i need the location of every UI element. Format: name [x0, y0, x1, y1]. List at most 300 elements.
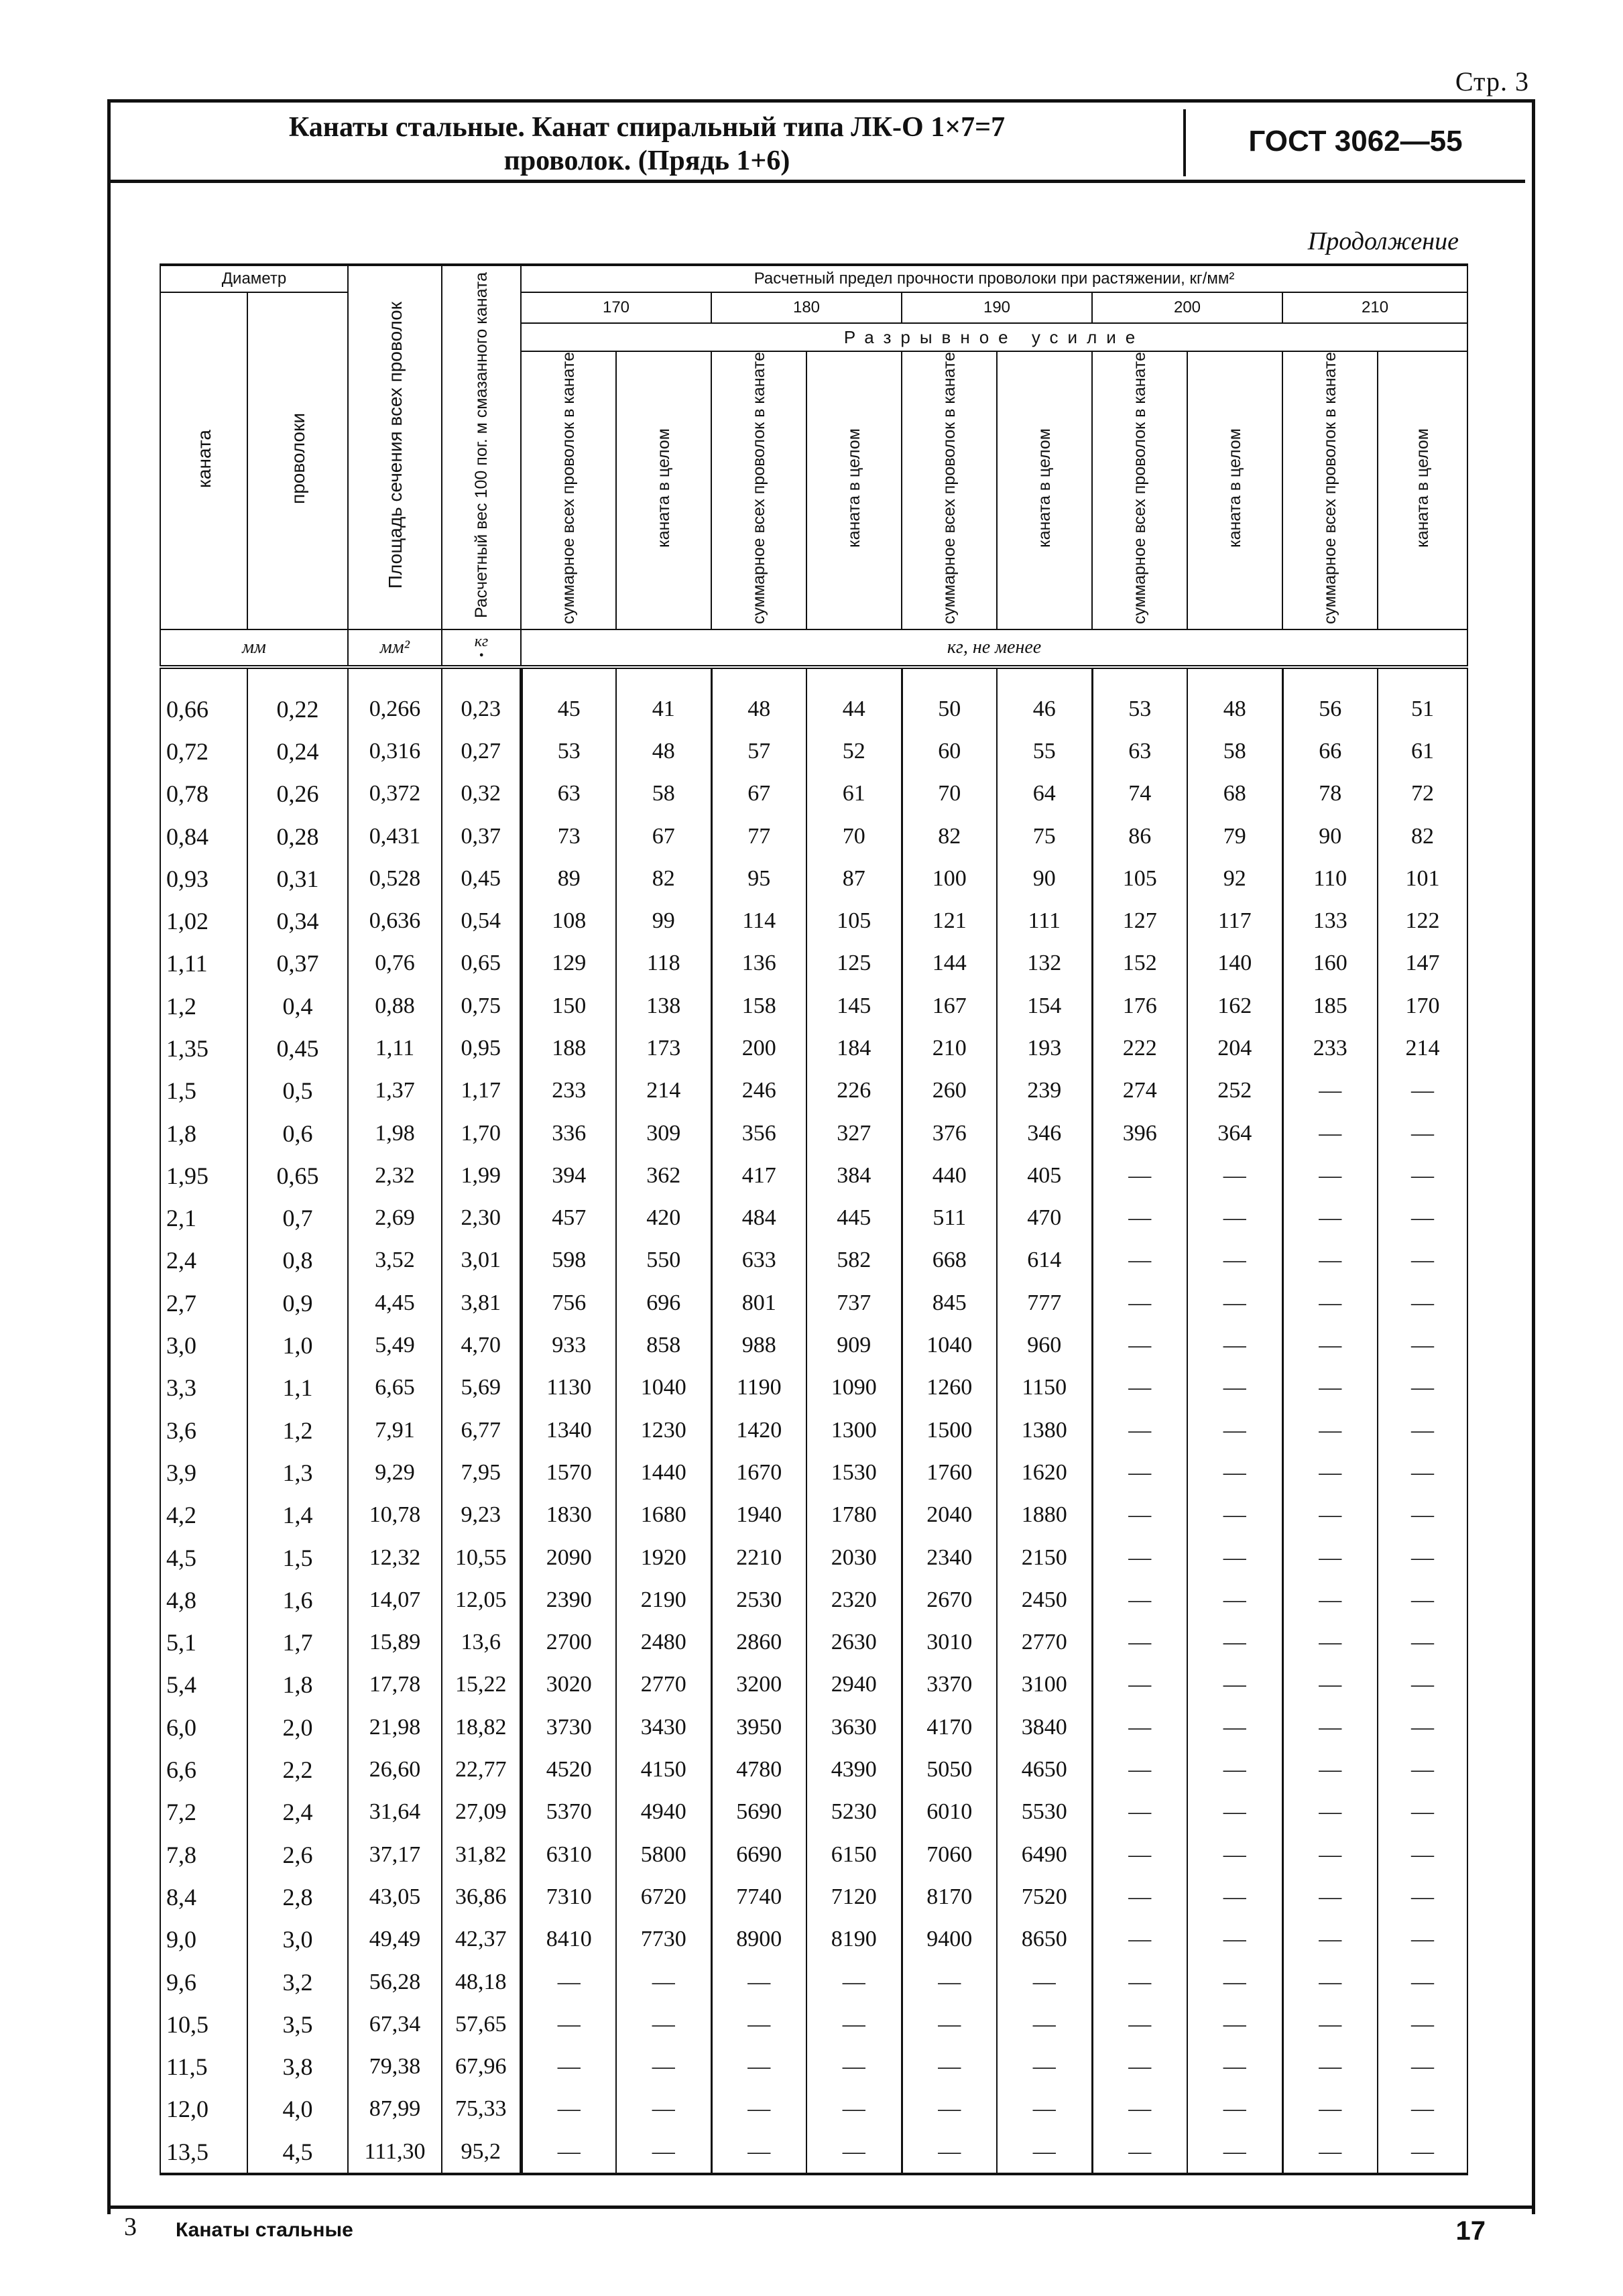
- table-cell: 4150: [616, 1748, 711, 1791]
- table-cell: 668: [902, 1240, 997, 1282]
- table-cell: 7730: [616, 1919, 711, 1961]
- table-cell: 9,6: [160, 1961, 247, 2003]
- table-cell: 56: [1282, 688, 1378, 730]
- sum-header: суммарное всех проволок в канате: [711, 351, 806, 629]
- table-cell: 77: [711, 815, 806, 857]
- table-cell: 4940: [616, 1791, 711, 1833]
- table-cell: 2770: [997, 1622, 1092, 1664]
- table-cell: 394: [521, 1154, 616, 1197]
- table-cell: —: [1092, 1367, 1187, 1409]
- table-cell: 4,45: [348, 1282, 442, 1324]
- table-row: [160, 1748, 1467, 1791]
- table-cell: 79,38: [348, 2045, 442, 2088]
- table-cell: 122: [1378, 900, 1467, 942]
- table-cell: 0,65: [247, 1154, 348, 1197]
- table-cell: 144: [902, 943, 997, 985]
- table-cell: 3,8: [247, 2045, 348, 2088]
- page-label: Стр. 3: [1455, 66, 1529, 97]
- table-cell: —: [1378, 1961, 1467, 2003]
- table-cell: 1260: [902, 1367, 997, 1409]
- table-cell: 4,8: [160, 1579, 247, 1621]
- table-cell: 1,2: [247, 1409, 348, 1451]
- sum-header: суммарное всех проволок в канате: [521, 351, 616, 629]
- table-cell: 48: [1187, 688, 1282, 730]
- table-cell: 0,45: [247, 1027, 348, 1069]
- table-cell: —: [1282, 1622, 1378, 1664]
- table-cell: 1040: [616, 1367, 711, 1409]
- table-cell: 100: [902, 857, 997, 900]
- table-row: [160, 857, 1467, 900]
- table-cell: —: [1092, 1197, 1187, 1240]
- table-cell: —: [1092, 1579, 1187, 1621]
- table-cell: 68: [1187, 773, 1282, 815]
- table-row: [160, 900, 1467, 942]
- table-cell: —: [1187, 2003, 1282, 2045]
- table-cell: 214: [616, 1070, 711, 1112]
- table-cell: —: [521, 2130, 616, 2174]
- table-cell: 1420: [711, 1409, 806, 1451]
- footer-left-number: 3: [124, 2213, 137, 2241]
- table-cell: —: [1282, 1748, 1378, 1791]
- table-cell: —: [1282, 1494, 1378, 1536]
- table-cell: 61: [806, 773, 902, 815]
- table-cell: —: [1282, 2088, 1378, 2130]
- table-cell: 0,27: [442, 730, 521, 772]
- table-cell: 78: [1282, 773, 1378, 815]
- table-cell: —: [1187, 1791, 1282, 1833]
- table-cell: 633: [711, 1240, 806, 1282]
- wire-diameter-header: проволоки: [247, 292, 348, 629]
- table-cell: 2090: [521, 1536, 616, 1579]
- table-cell: 10,55: [442, 1536, 521, 1579]
- sum-header: суммарное всех проволок в канате: [1282, 351, 1378, 629]
- table-cell: 1,11: [160, 943, 247, 985]
- table-cell: 8,4: [160, 1876, 247, 1918]
- table-cell: 1,0: [247, 1324, 348, 1366]
- table-cell: 0,6: [247, 1112, 348, 1154]
- table-cell: 1,8: [247, 1664, 348, 1706]
- table-cell: 2,8: [247, 1876, 348, 1918]
- table-cell: 3,9: [160, 1451, 247, 1494]
- table-cell: 1440: [616, 1451, 711, 1494]
- table-cell: 57: [711, 730, 806, 772]
- table-row: [160, 1791, 1467, 1833]
- table-cell: 36,86: [442, 1876, 521, 1918]
- table-cell: 3,81: [442, 1282, 521, 1324]
- unit-force: кг, не менее: [521, 629, 1467, 667]
- table-cell: 1,70: [442, 1112, 521, 1154]
- table-cell: 0,372: [348, 773, 442, 815]
- table-cell: 3950: [711, 1706, 806, 1748]
- table-cell: —: [1378, 2130, 1467, 2174]
- table-cell: 0,528: [348, 857, 442, 900]
- table-cell: —: [1092, 1833, 1187, 1876]
- table-cell: 31,82: [442, 1833, 521, 1876]
- table-cell: —: [1378, 1791, 1467, 1833]
- table-cell: 1,2: [160, 985, 247, 1027]
- table-row: [160, 1154, 1467, 1197]
- sum-header: суммарное всех проволок в канате: [902, 351, 997, 629]
- table-cell: —: [1092, 1622, 1187, 1664]
- table-cell: 44: [806, 688, 902, 730]
- area-header: [348, 265, 442, 629]
- table-cell: —: [1282, 1112, 1378, 1154]
- table-cell: 598: [521, 1240, 616, 1282]
- table-cell: —: [616, 2088, 711, 2130]
- table-cell: —: [1092, 1154, 1187, 1197]
- weight-header-text: Расчетный вес 100 пог. м смазанного каната: [471, 272, 491, 618]
- table-cell: 1,3: [247, 1451, 348, 1494]
- table-cell: 1190: [711, 1367, 806, 1409]
- table-cell: 145: [806, 985, 902, 1027]
- table-cell: 56,28: [348, 1961, 442, 2003]
- table-cell: 6690: [711, 1833, 806, 1876]
- table-cell: 170: [1378, 985, 1467, 1027]
- table-cell: 73: [521, 815, 616, 857]
- table-cell: —: [711, 2045, 806, 2088]
- table-cell: 57,65: [442, 2003, 521, 2045]
- spacer-row: [160, 667, 1467, 688]
- table-cell: 2670: [902, 1579, 997, 1621]
- table-cell: 66: [1282, 730, 1378, 772]
- table-cell: 1130: [521, 1367, 616, 1409]
- table-cell: —: [1092, 1919, 1187, 1961]
- table-cell: 70: [902, 773, 997, 815]
- table-cell: —: [1187, 1154, 1282, 1197]
- table-cell: —: [1378, 1282, 1467, 1324]
- table-cell: 5,49: [348, 1324, 442, 1366]
- strength-200: 200: [1092, 292, 1282, 323]
- table-cell: 1,02: [160, 900, 247, 942]
- table-cell: 3,6: [160, 1409, 247, 1451]
- table-cell: 4,5: [247, 2130, 348, 2174]
- table-cell: 0,636: [348, 900, 442, 942]
- table-cell: 0,84: [160, 815, 247, 857]
- document-title: [111, 111, 1183, 178]
- table-cell: 152: [1092, 943, 1187, 985]
- table-cell: —: [1282, 1664, 1378, 1706]
- table-cell: 1570: [521, 1451, 616, 1494]
- table-cell: 67,34: [348, 2003, 442, 2045]
- table-cell: —: [1092, 1282, 1187, 1324]
- table-cell: 2700: [521, 1622, 616, 1664]
- table-cell: —: [1282, 1579, 1378, 1621]
- table-cell: —: [1282, 1961, 1378, 2003]
- table-cell: —: [806, 2088, 902, 2130]
- table-row: [160, 1240, 1467, 1282]
- table-cell: —: [1187, 1494, 1282, 1536]
- table-cell: —: [1282, 1324, 1378, 1366]
- table-cell: 162: [1187, 985, 1282, 1027]
- table-cell: 7060: [902, 1833, 997, 1876]
- sum-header: суммарное всех проволок в канате: [1092, 351, 1187, 629]
- gost-number: ГОСТ 3062—55: [1248, 125, 1463, 158]
- table-cell: 3,52: [348, 1240, 442, 1282]
- table-cell: 1,4: [247, 1494, 348, 1536]
- table-row: [160, 2045, 1467, 2088]
- table-cell: 53: [1092, 688, 1187, 730]
- table-cell: 1,8: [160, 1112, 247, 1154]
- table-cell: 1,5: [160, 1070, 247, 1112]
- title-line-1: Канаты стальные. Канат спиральный типа ЛК-О 1×7=7: [288, 112, 1006, 143]
- table-cell: 154: [997, 985, 1092, 1027]
- table-cell: 239: [997, 1070, 1092, 1112]
- table-cell: —: [1187, 1706, 1282, 1748]
- table-cell: —: [1092, 1536, 1187, 1579]
- table-cell: 1150: [997, 1367, 1092, 1409]
- table-cell: 2,7: [160, 1282, 247, 1324]
- table-cell: 696: [616, 1282, 711, 1324]
- table-cell: —: [1378, 2045, 1467, 2088]
- table-cell: 15,89: [348, 1622, 442, 1664]
- table-cell: 75,33: [442, 2088, 521, 2130]
- table-cell: 138: [616, 985, 711, 1027]
- table-cell: —: [1282, 1876, 1378, 1918]
- table-cell: 777: [997, 1282, 1092, 1324]
- table-cell: 6,77: [442, 1409, 521, 1451]
- table-cell: 0,316: [348, 730, 442, 772]
- table-row: [160, 1706, 1467, 1748]
- table-row: [160, 688, 1467, 730]
- table-row: [160, 1664, 1467, 1706]
- table-cell: —: [1378, 1494, 1467, 1536]
- table-cell: —: [1378, 1748, 1467, 1791]
- table-cell: 150: [521, 985, 616, 1027]
- table-cell: —: [1282, 1070, 1378, 1112]
- table-cell: 133: [1282, 900, 1378, 942]
- table-cell: —: [1092, 2003, 1187, 2045]
- table-cell: 0,65: [442, 943, 521, 985]
- table-cell: 0,24: [247, 730, 348, 772]
- table-cell: 5050: [902, 1748, 997, 1791]
- spacer-cell: [1378, 667, 1467, 688]
- table-cell: 2630: [806, 1622, 902, 1664]
- table-cell: 0,37: [247, 943, 348, 985]
- table-cell: 22,77: [442, 1748, 521, 1791]
- table-cell: 101: [1378, 857, 1467, 900]
- table-cell: 2150: [997, 1536, 1092, 1579]
- table-cell: 1,5: [247, 1536, 348, 1579]
- table-cell: 274: [1092, 1070, 1187, 1112]
- table-cell: 1,95: [160, 1154, 247, 1197]
- table-cell: 4,5: [160, 1536, 247, 1579]
- table-cell: 214: [1378, 1027, 1467, 1069]
- table-cell: 1,99: [442, 1154, 521, 1197]
- table-cell: —: [1378, 1579, 1467, 1621]
- table-cell: 0,5: [247, 1070, 348, 1112]
- table-cell: 9,23: [442, 1494, 521, 1536]
- table-cell: —: [616, 1961, 711, 2003]
- table-cell: 233: [1282, 1027, 1378, 1069]
- table-cell: 75: [997, 815, 1092, 857]
- table-cell: —: [1092, 1706, 1187, 1748]
- whole-header: каната в целом: [616, 351, 711, 629]
- table-cell: —: [1092, 1240, 1187, 1282]
- table-cell: —: [1282, 2045, 1378, 2088]
- table-cell: 0,22: [247, 688, 348, 730]
- table-cell: 0,34: [247, 900, 348, 942]
- table-cell: 74: [1092, 773, 1187, 815]
- table-cell: 3430: [616, 1706, 711, 1748]
- table-cell: —: [806, 1961, 902, 2003]
- table-cell: 737: [806, 1282, 902, 1324]
- table-cell: 7,2: [160, 1791, 247, 1833]
- table-cell: 2,2: [247, 1748, 348, 1791]
- table-cell: —: [616, 2130, 711, 2174]
- table-cell: 160: [1282, 943, 1378, 985]
- table-cell: 1830: [521, 1494, 616, 1536]
- table-cell: 327: [806, 1112, 902, 1154]
- spacer-cell: [1187, 667, 1282, 688]
- table-cell: 0,32: [442, 773, 521, 815]
- table-row: [160, 1282, 1467, 1324]
- table-cell: 108: [521, 900, 616, 942]
- table-cell: 845: [902, 1282, 997, 1324]
- table-cell: 173: [616, 1027, 711, 1069]
- whole-header: каната в целом: [1187, 351, 1282, 629]
- table-cell: 58: [1187, 730, 1282, 772]
- table-cell: 384: [806, 1154, 902, 1197]
- table-cell: —: [1092, 2130, 1187, 2174]
- table-cell: 470: [997, 1197, 1092, 1240]
- table-cell: 63: [521, 773, 616, 815]
- table-cell: 67: [711, 773, 806, 815]
- table-cell: 4780: [711, 1748, 806, 1791]
- table-cell: 82: [902, 815, 997, 857]
- table-cell: 2030: [806, 1536, 902, 1579]
- table-cell: —: [902, 2130, 997, 2174]
- table-cell: 125: [806, 943, 902, 985]
- table-cell: 136: [711, 943, 806, 985]
- table-cell: —: [902, 2045, 997, 2088]
- table-cell: —: [1282, 1536, 1378, 1579]
- table-row: [160, 815, 1467, 857]
- table-cell: 0,88: [348, 985, 442, 1027]
- spacer-cell: [997, 667, 1092, 688]
- table-cell: 1680: [616, 1494, 711, 1536]
- table-cell: 0,4: [247, 985, 348, 1027]
- table-cell: 6490: [997, 1833, 1092, 1876]
- table-cell: 43,05: [348, 1876, 442, 1918]
- table-cell: 147: [1378, 943, 1467, 985]
- table-cell: —: [1378, 2088, 1467, 2130]
- table-cell: 2320: [806, 1579, 902, 1621]
- table-cell: 7740: [711, 1876, 806, 1918]
- table-cell: 0,8: [247, 1240, 348, 1282]
- table-cell: 64: [997, 773, 1092, 815]
- table-cell: —: [1187, 1324, 1282, 1366]
- table-cell: —: [1092, 2088, 1187, 2130]
- table-row: [160, 1536, 1467, 1579]
- table-cell: —: [711, 2088, 806, 2130]
- table-cell: 3,5: [247, 2003, 348, 2045]
- table-row: [160, 2088, 1467, 2130]
- table-cell: 110: [1282, 857, 1378, 900]
- table-cell: 1,98: [348, 1112, 442, 1154]
- spacer-cell: [1282, 667, 1378, 688]
- table-cell: 127: [1092, 900, 1187, 942]
- table-cell: 26,60: [348, 1748, 442, 1791]
- table-cell: 2040: [902, 1494, 997, 1536]
- table-cell: 60: [902, 730, 997, 772]
- table-cell: 7,91: [348, 1409, 442, 1451]
- table-cell: —: [1282, 2003, 1378, 2045]
- table-cell: 90: [997, 857, 1092, 900]
- table-cell: —: [1378, 2003, 1467, 2045]
- table-cell: —: [1282, 1833, 1378, 1876]
- title-line-2: проволок. (Прядь 1+6): [503, 145, 790, 176]
- table-cell: 41: [616, 688, 711, 730]
- table-cell: 31,64: [348, 1791, 442, 1833]
- table-cell: 0,37: [442, 815, 521, 857]
- table-cell: 117: [1187, 900, 1282, 942]
- table-cell: 7,95: [442, 1451, 521, 1494]
- spacer-cell: [247, 667, 348, 688]
- table-cell: —: [1378, 1324, 1467, 1366]
- table-cell: 457: [521, 1197, 616, 1240]
- table-cell: 1,17: [442, 1070, 521, 1112]
- table-cell: 86: [1092, 815, 1187, 857]
- table-cell: 2,4: [160, 1240, 247, 1282]
- table-cell: 82: [1378, 815, 1467, 857]
- table-row: [160, 773, 1467, 815]
- table-cell: —: [1378, 1367, 1467, 1409]
- spacer-cell: [806, 667, 902, 688]
- table-cell: —: [806, 2130, 902, 2174]
- table-cell: 1380: [997, 1409, 1092, 1451]
- table-cell: 7120: [806, 1876, 902, 1918]
- table-cell: 9,0: [160, 1919, 247, 1961]
- spacer-cell: [1092, 667, 1187, 688]
- table-cell: —: [1282, 1367, 1378, 1409]
- table-cell: 4520: [521, 1748, 616, 1791]
- table-cell: —: [616, 2003, 711, 2045]
- table-cell: 420: [616, 1197, 711, 1240]
- footer-rule: [107, 2206, 1532, 2209]
- table-cell: 336: [521, 1112, 616, 1154]
- table-cell: 0,54: [442, 900, 521, 942]
- table-cell: 1,11: [348, 1027, 442, 1069]
- strength-header: Расчетный предел прочности проволоки при растяжении, кг/мм²: [521, 265, 1467, 292]
- breaking-force-table: [160, 263, 1468, 2175]
- table-cell: —: [1187, 1409, 1282, 1451]
- diameter-header: Диаметр: [160, 265, 348, 292]
- table-cell: 118: [616, 943, 711, 985]
- table-cell: —: [1092, 1324, 1187, 1366]
- table-cell: 1090: [806, 1367, 902, 1409]
- table-cell: 1670: [711, 1451, 806, 1494]
- table-cell: 960: [997, 1324, 1092, 1366]
- table-cell: 92: [1187, 857, 1282, 900]
- table-cell: —: [1282, 1706, 1378, 1748]
- table-cell: 14,07: [348, 1579, 442, 1621]
- table-cell: 48: [711, 688, 806, 730]
- table-cell: 111,30: [348, 2130, 442, 2174]
- table-cell: —: [1187, 2045, 1282, 2088]
- table-cell: 0,76: [348, 943, 442, 985]
- table-cell: 4,0: [247, 2088, 348, 2130]
- table-cell: —: [1187, 1197, 1282, 1240]
- table-cell: 5,69: [442, 1367, 521, 1409]
- table-cell: 5370: [521, 1791, 616, 1833]
- table-cell: 1940: [711, 1494, 806, 1536]
- table-cell: 90: [1282, 815, 1378, 857]
- footer-left-text: [176, 2219, 353, 2242]
- continuation-label: Продолжение: [1307, 227, 1459, 255]
- table-cell: —: [1092, 1961, 1187, 2003]
- table-cell: 13,6: [442, 1622, 521, 1664]
- table-cell: 10,78: [348, 1494, 442, 1536]
